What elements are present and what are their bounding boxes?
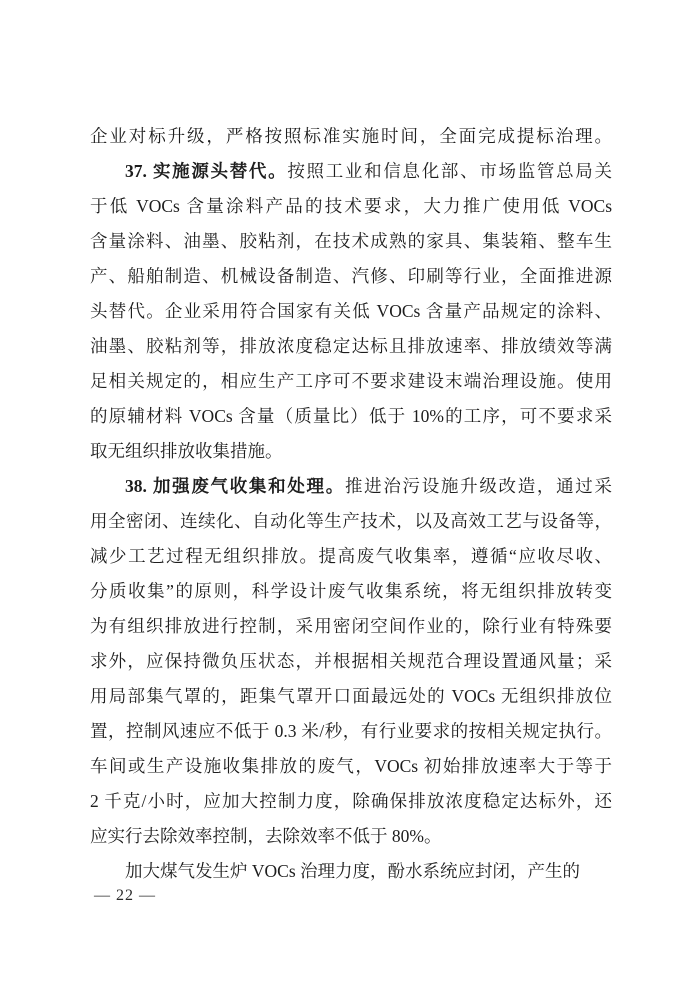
text-line — [90, 854, 612, 889]
text-line — [90, 469, 612, 504]
line-text: 的原辅材料 VOCs 含量（质量比）低于 10%的工序，可不要求采 — [90, 406, 612, 426]
item-38-heading: 38. 加强废气收集和处理。 — [125, 476, 345, 496]
page-footer — [94, 885, 156, 907]
line-text: 产、船舶制造、机械设备制造、汽修、印刷等行业，全面推进源 — [90, 266, 612, 286]
text-line — [90, 329, 612, 364]
item-37-heading: 37. 实施源头替代。 — [125, 161, 288, 181]
line-text: 置，控制风速应不低于 0.3 米/秒，有行业要求的按相关规定执行。 — [90, 721, 612, 741]
text-line — [90, 399, 612, 434]
text-line — [90, 539, 612, 574]
text-line — [90, 224, 612, 259]
text-line — [90, 259, 612, 294]
line-text: 头替代。企业采用符合国家有关低 VOCs 含量产品规定的涂料、 — [90, 301, 612, 321]
line-text: 取无组织排放收集措施。 — [90, 441, 283, 461]
text-line — [90, 749, 612, 784]
text-line — [90, 294, 612, 329]
line-text: 应实行去除效率控制，去除效率不低于 80%。 — [90, 826, 442, 846]
text-line — [90, 364, 612, 399]
line-text: 足相关规定的，相应生产工序可不要求建设末端治理设施。使用 — [90, 371, 612, 391]
line-text: 推进治污设施升级改造，通过采 — [344, 476, 613, 496]
line-text: 油墨、胶粘剂等，排放浓度稳定达标且排放速率、排放绩效等满 — [90, 336, 612, 356]
line-text: 于低 VOCs 含量涂料产品的技术要求，大力推广使用低 VOCs — [90, 196, 612, 216]
page-number: — 22 — — [94, 887, 156, 904]
text-line — [90, 784, 612, 819]
line-text: 减少工艺过程无组织排放。提高废气收集率，遵循“应收尽收、 — [90, 546, 612, 566]
line-text: 按照工业和信息化部、市场监管总局关 — [287, 161, 613, 181]
line-text: 用局部集气罩的，距集气罩开口面最远处的 VOCs 无组织排放位 — [90, 686, 612, 706]
line-text: 分质收集”的原则，科学设计废气收集系统，将无组织排放转变 — [90, 581, 612, 601]
line-text: 企业对标升级，严格按照标准实施时间，全面完成提标治理。 — [90, 126, 612, 146]
line-text: 车间或生产设施收集排放的废气，VOCs 初始排放速率大于等于 — [90, 756, 612, 776]
text-line — [90, 644, 612, 679]
text-line — [90, 154, 612, 189]
line-text: 为有组织排放进行控制，采用密闭空间作业的，除行业有特殊要 — [90, 616, 612, 636]
line-text: 用全密闭、连续化、自动化等生产技术，以及高效工艺与设备等， — [90, 511, 612, 531]
line-text: 2 千克/小时，应加大控制力度，除确保排放浓度稳定达标外，还 — [90, 791, 612, 811]
line-text: 含量涂料、油墨、胶粘剂，在技术成熟的家具、集装箱、整车生 — [90, 231, 612, 251]
text-line — [90, 119, 612, 154]
text-line — [90, 574, 612, 609]
text-line — [90, 714, 612, 749]
text-line — [90, 679, 612, 714]
document-body — [90, 119, 612, 889]
text-line — [90, 819, 612, 854]
text-line — [90, 504, 612, 539]
line-text: 求外，应保持微负压状态，并根据相关规范合理设置通风量；采 — [90, 651, 612, 671]
text-line — [90, 434, 612, 469]
text-line — [90, 189, 612, 224]
text-line — [90, 609, 612, 644]
line-text: 加大煤气发生炉 VOCs 治理力度，酚水系统应封闭，产生的 — [125, 861, 581, 881]
